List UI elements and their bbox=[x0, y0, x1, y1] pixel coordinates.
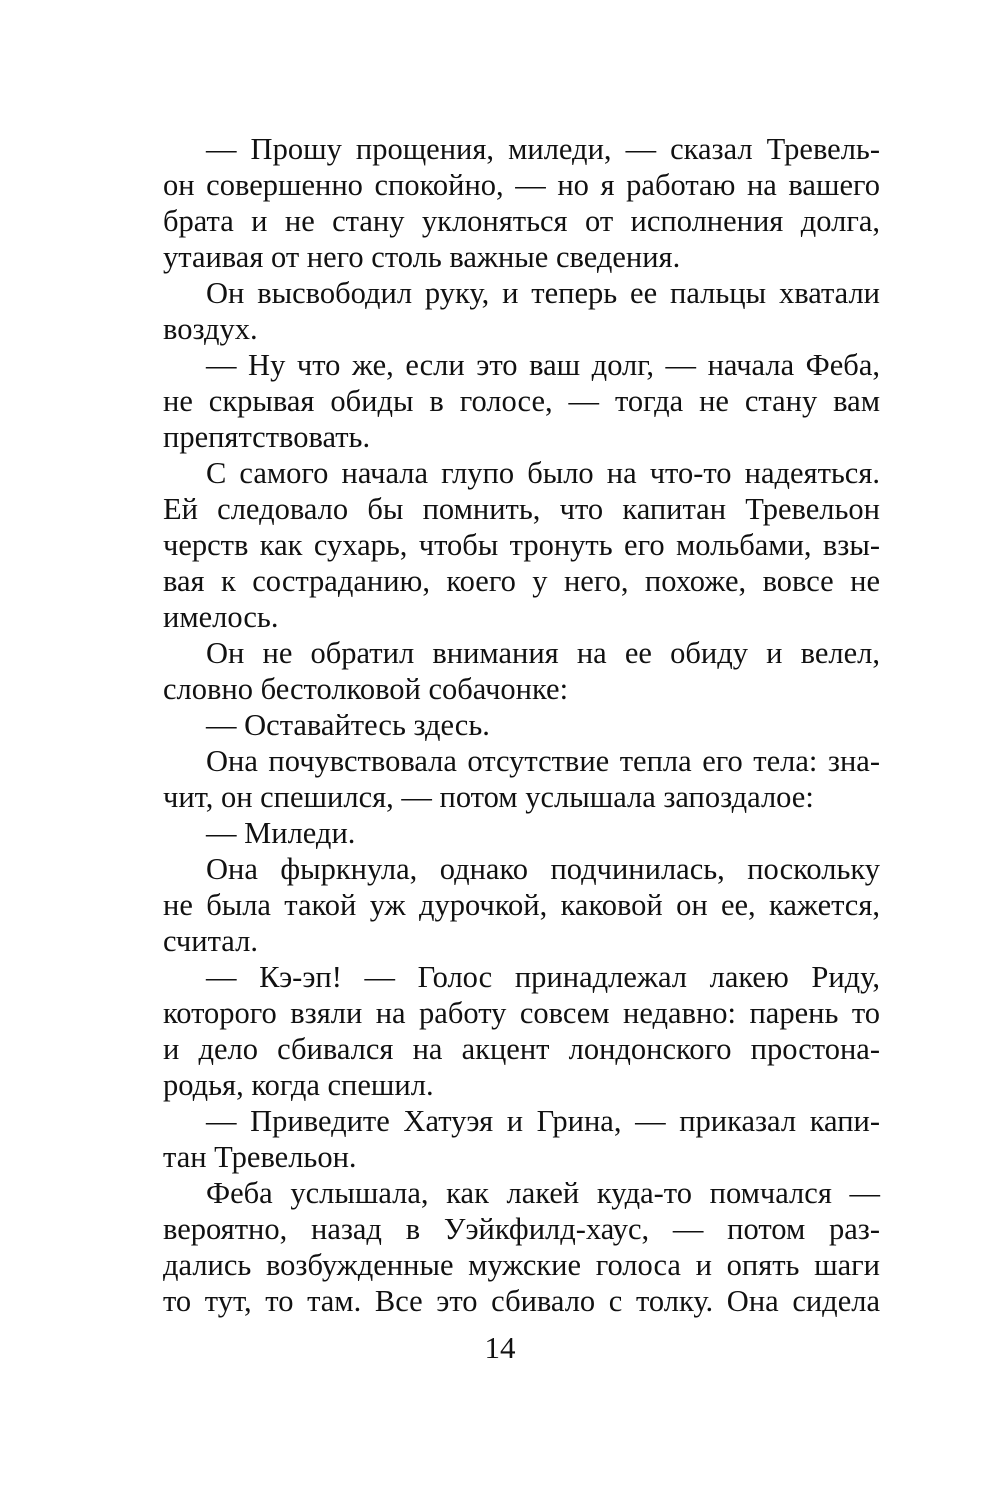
text-line: Она почувствовала отсутствие тепла его тела: зна- bbox=[206, 744, 880, 778]
text-line: С самого начала глупо было на что-то надеяться. bbox=[206, 456, 880, 490]
text-line: — Приведите Хатуэя и Грина, — приказал капи- bbox=[206, 1104, 880, 1138]
text-line: дались возбужденные мужские голоса и опять шаги bbox=[163, 1248, 880, 1282]
text-line: чит, он спешился, — потом услышала запоздалое: bbox=[163, 780, 814, 814]
text-line: считал. bbox=[163, 924, 258, 958]
text-line: и дело сбивался на акцент лондонского простона- bbox=[163, 1032, 880, 1066]
text-line: вая к состраданию, коего у него, похоже, вовсе не bbox=[163, 564, 880, 598]
text-line: тан Тревельон. bbox=[163, 1140, 357, 1174]
text-line: не была такой уж дурочкой, каковой он ее, кажется, bbox=[163, 888, 880, 922]
text-line: которого взяли на работу совсем недавно: парень то bbox=[163, 996, 880, 1030]
text-line: черств как сухарь, чтобы тронуть его мольбами, взы- bbox=[163, 528, 880, 562]
text-line: вероятно, назад в Уэйкфилд-хаус, — потом раз- bbox=[163, 1212, 880, 1246]
text-line: Она фыркнула, однако подчинилась, поскольку bbox=[206, 852, 880, 886]
text-line: — Миледи. bbox=[206, 816, 356, 850]
text-line: то тут, то там. Все это сбивало с толку. Она сидела bbox=[163, 1284, 880, 1318]
text-line: Ей следовало бы помнить, что капитан Тревельон bbox=[163, 492, 880, 526]
text-line: — Ну что же, если это ваш долг, — начала Феба, bbox=[206, 348, 880, 382]
text-line: родья, когда спешил. bbox=[163, 1068, 434, 1102]
text-line: препятствовать. bbox=[163, 420, 371, 454]
text-line: Феба услышала, как лакей куда-то помчался — bbox=[206, 1176, 880, 1210]
text-line: он совершенно спокойно, — но я работаю на вашего bbox=[163, 168, 880, 202]
text-line: Он не обратил внимания на ее обиду и велел, bbox=[206, 636, 880, 670]
text-line: утаивая от него столь важные сведения. bbox=[163, 240, 681, 274]
text-line: не скрывая обиды в голосе, — тогда не стану вам bbox=[163, 384, 880, 418]
page-number: 14 bbox=[484, 1330, 516, 1365]
text-line: воздух. bbox=[163, 312, 258, 346]
text-line: брата и не стану уклоняться от исполнения долга, bbox=[163, 204, 880, 238]
text-line: имелось. bbox=[163, 600, 279, 634]
text-line: — Кэ-эп! — Голос принадлежал лакею Риду, bbox=[206, 960, 880, 994]
page-text bbox=[163, 131, 880, 1319]
text-line: — Прошу прощения, миледи, — сказал Тревель- bbox=[206, 132, 880, 166]
text-line: словно бестолковой собачонке: bbox=[163, 672, 569, 706]
text-line: Он высвободил руку, и теперь ее пальцы хватали bbox=[206, 276, 880, 310]
text-line: — Оставайтесь здесь. bbox=[206, 708, 490, 742]
